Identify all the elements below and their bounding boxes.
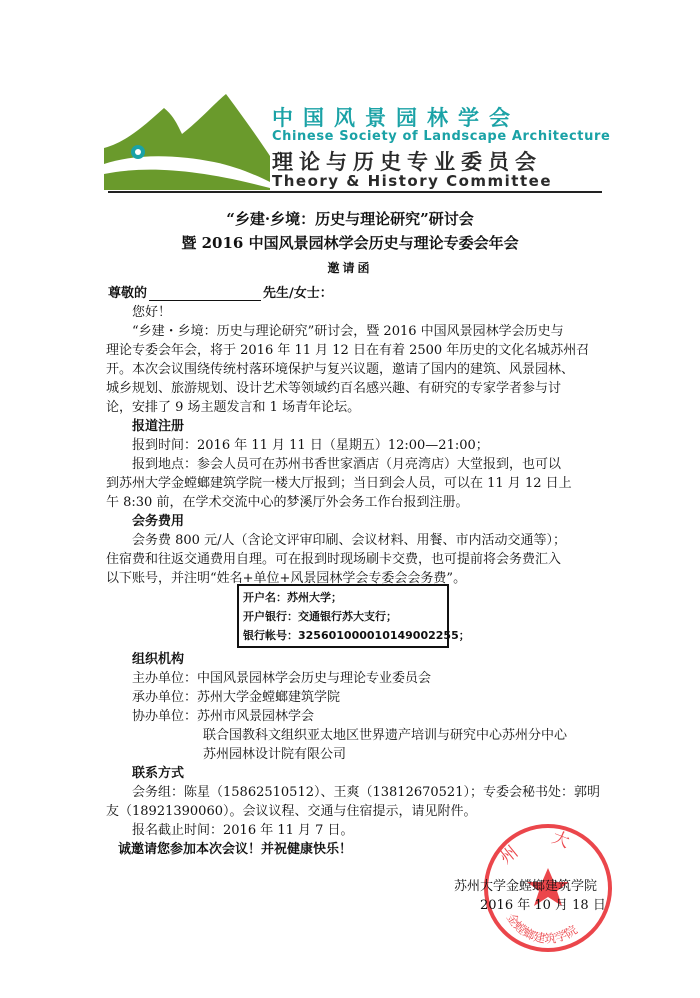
signing-institution: 苏州大学金螳螂建筑学院 [454, 879, 598, 894]
contact-line: 会务组：陈星（15862510512）、王爽（13812670521）；专委会秘书处：郭明 [132, 785, 600, 800]
registration-line: 午 8:30 前，在学术交流中心的梦溪厅外会务工作台报到注册。 [106, 495, 469, 510]
organization-heading: 组织机构 [132, 652, 185, 667]
organizer-label: 承办单位： [132, 690, 198, 705]
salutation-prefix: 尊敬的 [108, 286, 148, 301]
bank-account-number: 银行帐号：325601000010149002255； [243, 629, 470, 642]
contact-line: 友（18921390060）。会议议程、交通与住宿提示，请见附件。 [106, 804, 477, 819]
registration-heading: 报道注册 [132, 419, 185, 434]
registration-line: 报到时间：2016 年 11 月 11 日（星期五）12:00—21:00； [132, 438, 489, 453]
stamp-bottom-text: 金螳螂建筑学院 [503, 910, 580, 946]
fees-heading: 会务费用 [132, 514, 185, 529]
organizer-value: 苏州大学金螳螂建筑学院 [197, 690, 341, 705]
fees-line: 会务费 800 元/人（含论文评审印刷、会议材料、用餐、市内活动交通等）； [132, 533, 566, 548]
co-organizer-label: 协办单位： [132, 709, 198, 724]
committee-name-cn: 理论与历史专业委员会 [272, 150, 542, 174]
deadline-line: 报名截止时间：2016 年 11 月 7 日。 [132, 823, 354, 838]
co-organizer-value: 联合国教科文组织亚太地区世界遗产培训与研究中心苏州分中心 [203, 728, 568, 743]
host-row [132, 667, 431, 686]
intro-line: 论，安排了 9 场主题发言和 1 场青年论坛。 [106, 400, 361, 415]
greeting: 您好！ [132, 305, 172, 320]
co-organizer-row [132, 705, 314, 724]
fees-line: 以下账号，并注明“姓名+单位+风景园林学会专委会会务费”。 [106, 571, 467, 586]
salutation-suffix: 先生/女士： [263, 286, 333, 301]
registration-line: 报到地点：参会人员可在苏州书香世家酒店（月亮湾店）大堂报到，也可以 [132, 457, 562, 472]
co-organizer-value: 苏州市风景园林学会 [197, 709, 315, 724]
contact-heading: 联系方式 [132, 766, 185, 781]
organizer-row [132, 686, 340, 705]
salutation [108, 282, 333, 301]
intro-line: 开。本次会议围绕传统村落环境保护与复兴议题，邀请了国内的建筑、风景园林、 [106, 362, 575, 377]
fees-line: 住宿费和往返交通费用自理。可在报到时现场刷卡交费，也可提前将会务费汇入 [106, 552, 562, 567]
society-logo-icon [104, 92, 274, 190]
header-divider [108, 191, 602, 193]
stamp-top-text: 州 大 [496, 827, 586, 869]
symposium-title: “乡建·乡境：历史与理论研究”研讨会 [226, 210, 474, 228]
signing-date: 2016 年 10 月 18 日 [480, 898, 606, 913]
society-name-cn: 中国风景园林学会 [272, 106, 520, 130]
bank-account-name: 开户名：苏州大学； [243, 591, 342, 604]
bank-account-box [237, 584, 470, 648]
invitation-title: 邀请函 [327, 261, 373, 275]
intro-line: 理论专委会年会，将于 2016 年 11 月 12 日在有着 2500 年历史的文化名城苏州召 [106, 343, 590, 358]
intro-line: “乡建・乡境：历史与理论研究”研讨会，暨 2016 中国风景园林学会历史与 [132, 324, 564, 339]
closing-line: 诚邀请您参加本次会议！并祝健康快乐！ [118, 842, 353, 857]
host-label: 主办单位： [132, 671, 198, 686]
co-organizer-value: 苏州园林设计院有限公司 [203, 747, 347, 762]
bank-name: 开户银行：交通银行苏大支行； [243, 610, 397, 623]
annual-meeting-title: 暨 2016 中国风景园林学会历史与理论专委会年会 [181, 234, 519, 252]
host-value: 中国风景园林学会历史与理论专业委员会 [197, 671, 432, 686]
registration-line: 到苏州大学金螳螂建筑学院一楼大厅报到；当日到会人员，可以在 11 月 12 日上 [106, 476, 572, 491]
name-blank [149, 288, 261, 301]
committee-name-en: Theory & History Committee [272, 172, 552, 190]
svg-text:州 大 [496, 828, 585, 869]
intro-line: 城乡规划、旅游规划、设计艺术等领域约百名感兴趣、有研究的专家学者参与讨 [106, 381, 562, 396]
society-name-en: Chinese Society of Landscape Architecture [272, 129, 611, 144]
